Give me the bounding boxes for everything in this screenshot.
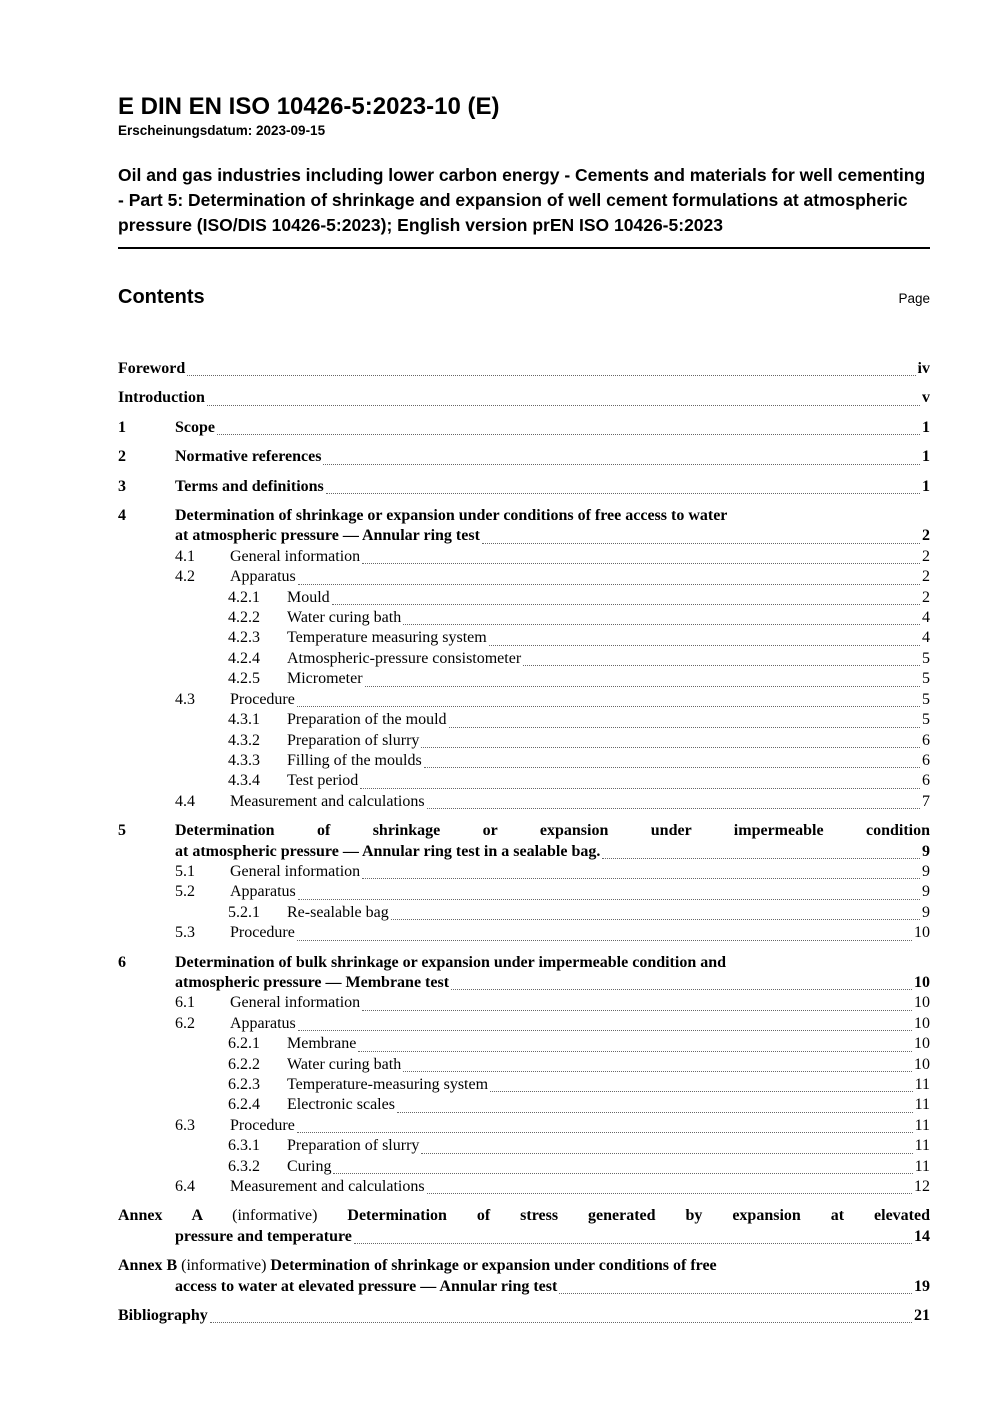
toc-entry-number: 5.1	[175, 862, 195, 880]
toc-leader-dots	[397, 1112, 913, 1113]
toc-entry	[118, 923, 930, 943]
toc-entry-number: 4.2.3	[228, 629, 260, 647]
toc-entry-number: 3	[118, 477, 126, 495]
toc-entry-title: Introduction	[118, 389, 205, 407]
toc-entry-number: 2	[118, 448, 126, 466]
toc-entry	[118, 1095, 930, 1115]
toc-entry-title: Membrane	[287, 1035, 357, 1053]
toc-page-number: 2	[922, 527, 930, 545]
toc-entry	[118, 1075, 930, 1095]
toc-leader-dots	[490, 1091, 913, 1092]
toc-entry	[118, 771, 930, 791]
toc-entry-title: Filling of the moulds	[287, 751, 422, 769]
toc-leader-dots	[403, 1071, 912, 1072]
toc-leader-dots	[187, 375, 915, 376]
toc-entry	[118, 690, 930, 710]
toc-entry-number: 4.3.3	[228, 751, 260, 769]
toc-page-number: 10	[914, 994, 930, 1012]
toc-entry-title: Annex B (informative) Determination of shrinkage or expansion under conditions of free	[118, 1257, 717, 1275]
page-column-label: Page	[898, 291, 930, 306]
toc-entry-title: Determination of shrinkage or expansion under conditions of free access to water	[175, 507, 728, 525]
toc-entry-number: 6.2	[175, 1014, 195, 1032]
toc-page-number: 5	[922, 690, 930, 708]
toc-entry-title: Water curing bath	[287, 609, 402, 627]
toc-leader-dots	[332, 604, 920, 605]
toc-page-number: 19	[914, 1277, 930, 1295]
toc-leader-dots	[362, 878, 920, 879]
toc-page-number: 1	[922, 448, 930, 466]
toc-page-number: 2	[922, 588, 930, 606]
toc-entry	[118, 608, 930, 628]
toc-page-number: iv	[917, 360, 930, 377]
toc-entry-title: Procedure	[230, 690, 295, 708]
toc-entry-title: Micrometer	[287, 670, 363, 688]
toc-entry-title: Water curing bath	[287, 1055, 402, 1073]
toc-entry-number: 4.2.2	[228, 609, 260, 627]
toc-leader-dots	[298, 1030, 912, 1031]
toc-leader-dots	[559, 1293, 912, 1294]
publication-date: Erscheinungsdatum: 2023-09-15	[118, 123, 326, 138]
toc-page-number: 10	[914, 1014, 930, 1032]
toc-page-number: 9	[922, 862, 930, 880]
toc-leader-dots	[323, 464, 920, 465]
toc-leader-dots	[427, 808, 920, 809]
toc-leader-dots	[489, 645, 920, 646]
toc-page-number: 10	[914, 924, 930, 942]
toc-entry	[118, 649, 930, 669]
toc-entry	[118, 567, 930, 587]
toc-entry-title: access to water at elevated pressure — Annular ring test	[175, 1277, 558, 1295]
toc-page-number: 2	[922, 547, 930, 565]
toc-entry	[118, 1306, 930, 1326]
toc-entry	[118, 731, 930, 751]
toc-entry-title: General information	[230, 862, 361, 880]
toc-leader-dots	[365, 686, 920, 687]
toc-page-number: 4	[922, 609, 930, 627]
toc-page-number: 11	[914, 1137, 930, 1155]
toc-entry-title: Temperature measuring system	[287, 629, 487, 647]
toc-leader-dots	[403, 624, 920, 625]
toc-leader-dots	[362, 563, 920, 564]
toc-entry-title: Curing	[287, 1157, 332, 1175]
toc-entry	[118, 1157, 930, 1177]
toc-leader-dots	[297, 1132, 913, 1133]
toc-entry-number: 4.3.4	[228, 772, 260, 790]
toc-leader-dots	[217, 434, 920, 435]
toc-page-number: 1	[922, 418, 930, 436]
toc-page-number: 7	[922, 792, 930, 810]
table-of-contents	[118, 359, 930, 1326]
toc-entry	[118, 1055, 930, 1075]
toc-page-number: v	[922, 389, 930, 407]
toc-entry	[118, 751, 930, 771]
document-header	[118, 93, 930, 249]
toc-page-number: 11	[914, 1116, 930, 1134]
toc-entry	[118, 669, 930, 689]
toc-entry-number: 6.2.2	[228, 1055, 260, 1073]
toc-entry	[118, 1136, 930, 1156]
toc-entry-number: 4.1	[175, 547, 195, 565]
toc-entry-title: Apparatus	[230, 883, 296, 901]
doc-code: E DIN EN ISO 10426-5:2023-10 (E)	[118, 93, 500, 120]
toc-entry-number: 4.3.1	[228, 711, 260, 729]
toc-page-number: 1	[922, 477, 930, 495]
toc-entry-title: at atmospheric pressure — Annular ring test	[175, 527, 480, 545]
toc-entry	[118, 1256, 930, 1297]
toc-entry	[118, 447, 930, 467]
toc-entry	[118, 359, 930, 379]
toc-leader-dots	[358, 1051, 912, 1052]
toc-entry-title: pressure and temperature	[175, 1227, 352, 1245]
toc-entry	[118, 388, 930, 408]
toc-entry-title: Apparatus	[230, 1014, 296, 1032]
toc-entry	[118, 588, 930, 608]
toc-entry-title: Test period	[287, 772, 359, 790]
toc-page-number: 11	[914, 1096, 930, 1114]
toc-entry-number: 1	[118, 418, 126, 436]
toc-entry-title: Preparation of slurry	[287, 731, 420, 749]
toc-page-number: 5	[922, 711, 930, 729]
toc-entry-number: 6.2.4	[228, 1096, 260, 1114]
toc-page-number: 11	[914, 1157, 930, 1175]
toc-entry-number: 6.3.1	[228, 1137, 260, 1155]
toc-entry-number: 6.2.1	[228, 1035, 260, 1053]
toc-entry-title: Re-sealable bag	[287, 903, 389, 921]
toc-entry	[118, 710, 930, 730]
toc-leader-dots	[360, 788, 920, 789]
toc-page-number: 10	[914, 1055, 930, 1073]
toc-entry-title: Temperature-measuring system	[287, 1076, 489, 1093]
toc-entry-number: 5.2	[175, 883, 195, 901]
toc-entry-title: Terms and definitions	[175, 477, 324, 495]
toc-leader-dots	[427, 1193, 912, 1194]
toc-leader-dots	[523, 665, 920, 666]
toc-entry-title: Measurement and calculations	[230, 1178, 425, 1196]
toc-leader-dots	[362, 1010, 912, 1011]
toc-entry-title: Apparatus	[230, 568, 296, 586]
toc-page-number: 9	[922, 883, 930, 901]
toc-entry-title: Normative references	[175, 448, 322, 466]
toc-entry-title: Scope	[175, 418, 215, 436]
toc-leader-dots	[333, 1173, 912, 1174]
document-title: Oil and gas industries including lower carbon energy - Cements and materials for well cementing - Part 5: Determination of shrinkage and expansion of well cement formulations at atmospheric pressure (ISO/DIS 10426-5:2023); English version prEN ISO 10426-5:2023	[118, 165, 926, 235]
toc-entry-number: 4.2.1	[228, 588, 260, 606]
toc-leader-dots	[298, 899, 920, 900]
toc-page-number: 4	[922, 629, 930, 647]
toc-entry-title: Preparation of slurry	[287, 1137, 420, 1155]
toc-entry-number: 5	[118, 822, 126, 840]
toc-entry	[118, 1116, 930, 1136]
toc-leader-dots	[207, 405, 920, 406]
toc-entry	[118, 477, 930, 497]
toc-entry	[118, 628, 930, 648]
toc-page-number: 11	[914, 1076, 930, 1093]
toc-entry-title: Annex A (informative) Determination of stress generated by expansion at elevated	[118, 1207, 930, 1225]
toc-page-number: 2	[922, 568, 930, 586]
contents-header-row	[118, 285, 930, 309]
header-divider	[118, 247, 930, 249]
toc-entry	[118, 1206, 930, 1247]
toc-entry	[118, 882, 930, 902]
toc-entry-title: Measurement and calculations	[230, 792, 425, 810]
toc-page-number: 9	[922, 842, 930, 860]
toc-leader-dots	[482, 543, 920, 544]
toc-leader-dots	[326, 493, 920, 494]
toc-entry	[118, 1014, 930, 1034]
toc-entry	[118, 993, 930, 1013]
contents-heading: Contents	[118, 286, 205, 308]
toc-entry-number: 6.3.2	[228, 1157, 260, 1175]
toc-entry-title: Procedure	[230, 924, 295, 942]
toc-entry-title: General information	[230, 547, 361, 565]
toc-leader-dots	[449, 727, 920, 728]
toc-leader-dots	[210, 1322, 912, 1323]
toc-leader-dots	[421, 1153, 912, 1154]
toc-page-number: 10	[914, 973, 930, 991]
toc-entry-number: 6.4	[175, 1178, 195, 1196]
toc-entry-number: 4.3	[175, 690, 195, 708]
toc-entry-number: 6.1	[175, 994, 195, 1012]
toc-entry-title: Procedure	[230, 1116, 295, 1134]
toc-entry-number: 4.4	[175, 792, 195, 810]
toc-entry-title: Foreword	[118, 360, 186, 377]
toc-page-number: 5	[922, 649, 930, 667]
toc-page-number: 6	[922, 731, 930, 749]
toc-entry-title: Bibliography	[118, 1307, 208, 1325]
toc-entry-number: 6.2.3	[228, 1076, 260, 1093]
toc-entry	[118, 792, 930, 812]
toc-entry-number: 6	[118, 953, 126, 971]
toc-leader-dots	[297, 940, 912, 941]
toc-entry-number: 4.2.5	[228, 670, 260, 688]
toc-page-number: 6	[922, 751, 930, 769]
toc-entry	[118, 862, 930, 882]
toc-entry-number: 5.2.1	[228, 903, 260, 921]
toc-leader-dots	[297, 706, 920, 707]
toc-leader-dots	[298, 584, 920, 585]
toc-entry-title: Atmospheric-pressure consistometer	[287, 649, 522, 667]
toc-page-number: 12	[914, 1178, 930, 1196]
toc-page-number: 5	[922, 670, 930, 688]
toc-leader-dots	[354, 1243, 912, 1244]
toc-leader-dots	[602, 858, 920, 859]
toc-entry-title: Mould	[287, 588, 330, 606]
toc-entry-title: atmospheric pressure — Membrane test	[175, 973, 450, 991]
toc-page-number: 14	[914, 1227, 930, 1245]
toc-entry-title: General information	[230, 994, 361, 1012]
toc-entry-number: 4	[118, 507, 126, 525]
toc-page-number: 6	[922, 772, 930, 790]
toc-entry-number: 4.2.4	[228, 649, 260, 667]
toc-page-number: 10	[914, 1035, 930, 1053]
toc-entry	[118, 953, 930, 994]
toc-entry	[118, 821, 930, 862]
toc-leader-dots	[451, 989, 912, 990]
toc-entry-title: Determination of bulk shrinkage or expansion under impermeable condition and	[175, 953, 727, 971]
toc-page-number: 21	[914, 1307, 930, 1325]
toc-page-number: 9	[922, 903, 930, 921]
toc-entry-title: Preparation of the mould	[287, 711, 447, 729]
toc-entry-number: 4.3.2	[228, 731, 260, 749]
toc-entry-title: Determination of shrinkage or expansion under impermeable condition	[175, 822, 930, 840]
toc-entry	[118, 418, 930, 438]
toc-entry-title: Electronic scales	[287, 1096, 395, 1114]
toc-entry-number: 6.3	[175, 1116, 195, 1134]
toc-entry-number: 5.3	[175, 924, 195, 942]
toc-entry	[118, 547, 930, 567]
toc-entry	[118, 903, 930, 923]
toc-entry-number: 4.2	[175, 568, 195, 586]
toc-leader-dots	[391, 919, 920, 920]
toc-entry-title: at atmospheric pressure — Annular ring test in a sealable bag.	[175, 842, 601, 860]
toc-leader-dots	[424, 767, 920, 768]
toc-entry	[118, 1177, 930, 1197]
toc-entry	[118, 1034, 930, 1054]
toc-leader-dots	[421, 747, 920, 748]
toc-entry	[118, 506, 930, 547]
